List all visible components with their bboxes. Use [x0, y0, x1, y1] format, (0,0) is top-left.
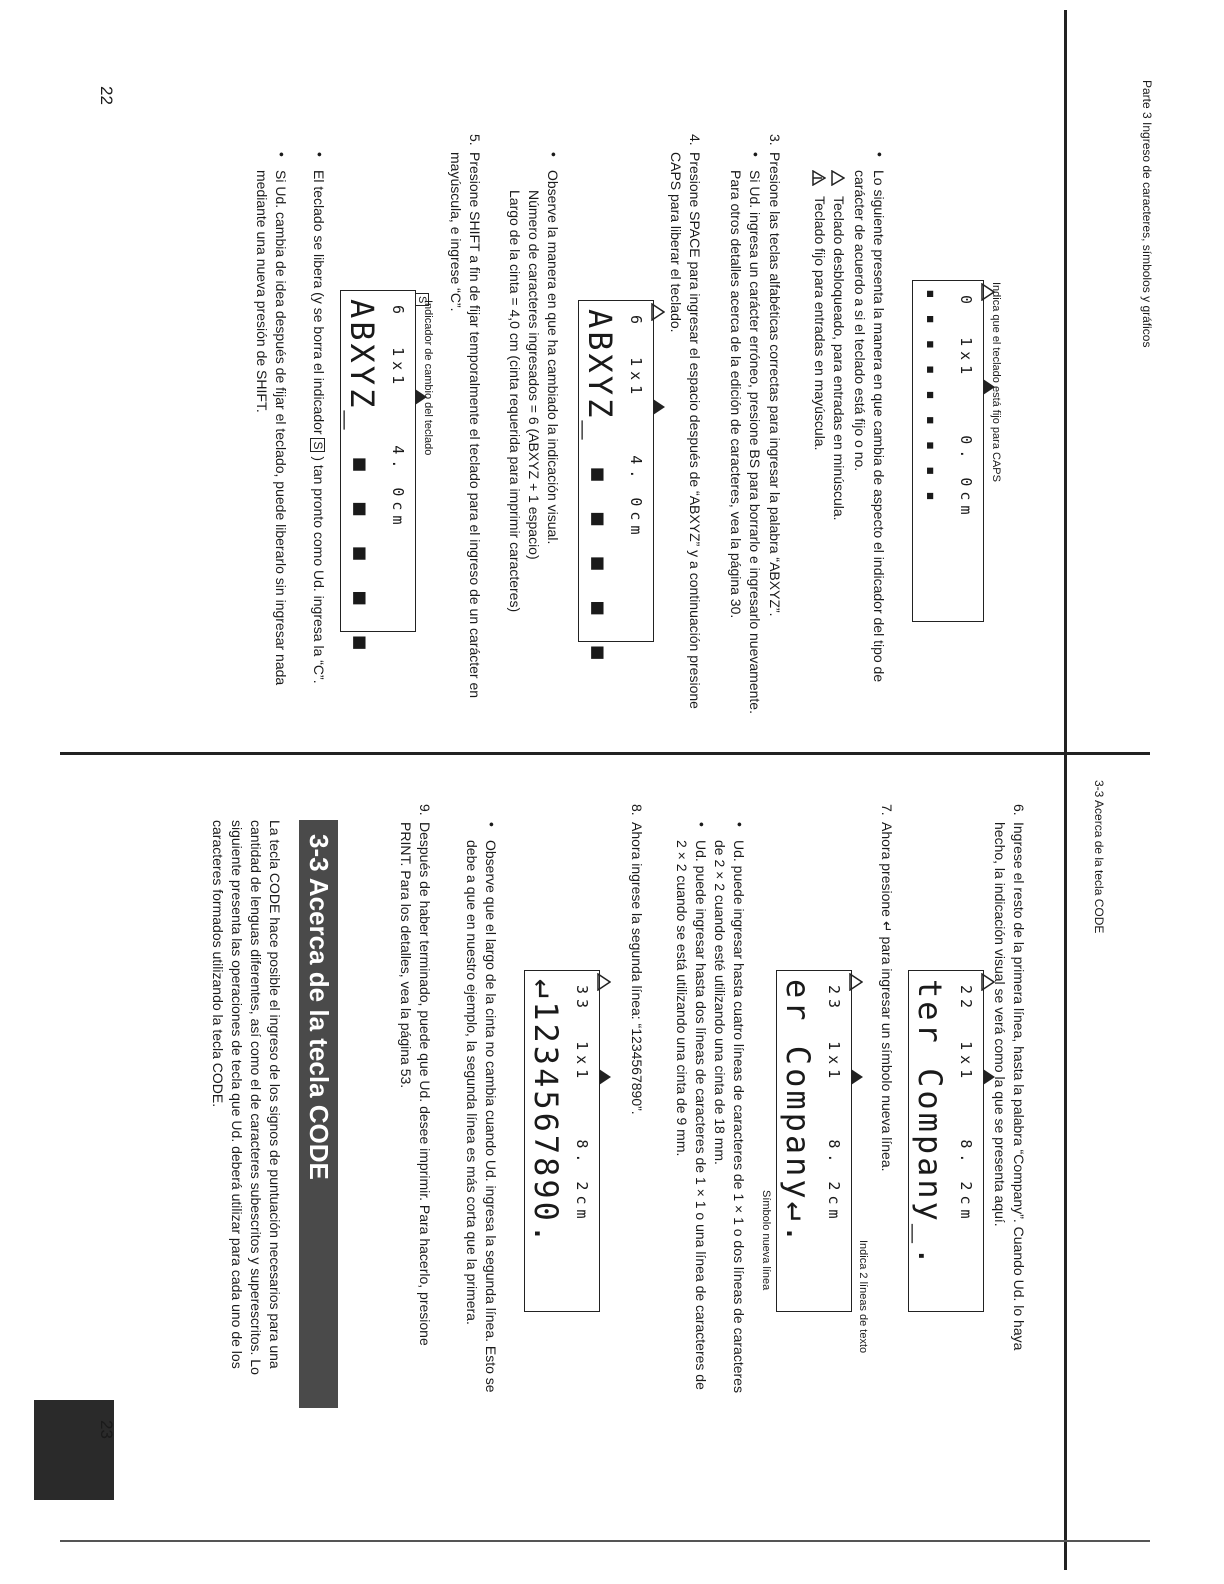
two-lines-note: Indica 2 líneas de texto	[857, 1240, 869, 1354]
cursor-marker-icon	[983, 379, 995, 395]
step-4-number: 4.	[687, 134, 703, 146]
step-3: Presione las teclas alfabéticas correctas para ingresar la palabra “ABXYZ”.	[767, 152, 783, 617]
observe-count: Número de caracteres ingresados = 6 (ABXYZ + 1 espacio)	[526, 190, 542, 560]
page-23	[0, 770, 1224, 1560]
step-3-number: 3.	[767, 134, 783, 146]
bullet: •	[872, 152, 888, 157]
caps-note: Indica que el teclado está fijo para CAPS	[990, 282, 1002, 482]
lines-bullet-2: Ud. puede ingresar hasta dos líneas de caracteres de 1 × 1 o una línea de caracteres de 2 × 2 cuando se está utilizando una cinta de 9 mm.	[674, 840, 709, 1390]
unlocked-indicator-icon	[977, 973, 996, 991]
legend-unlocked: Teclado desbloqueado, para entradas en minúscula.	[831, 196, 847, 521]
step-8-number: 8.	[629, 804, 645, 816]
lcd-display-company	[908, 970, 984, 1312]
step-8: Ahora ingrese la segunda línea: “1234567890”.	[629, 822, 645, 1115]
step-5: Presione SHIFT a fin de fijar temporalmente el teclado para el ingreso de un carácter en mayúscula, e ingrese “C”.	[448, 152, 483, 699]
step-6: Ingrese el resto de la primera línea, hasta la palabra “Company”. Cuando Ud. lo haya hecho, la indicación visual se verá como la que se presenta aquí.	[992, 822, 1027, 1351]
change-paragraph: Si Ud. cambia de idea después de fijar el teclado, puede liberarlo sin ingresar nada mediante una nueva presión de SHIFT.	[254, 170, 289, 686]
lines-bullet-1: Ud. puede ingresar hasta cuatro líneas de caracteres de 1 × 1 o dos líneas de caracteres de 2 × 2 cuando esté utilizando una cinta de 18 mm.	[712, 840, 747, 1393]
unlocked-triangle-icon	[826, 170, 845, 186]
release-text-b: ) tan pronto como Ud. ingresa la “C”.	[311, 456, 327, 684]
shift-note: Indicador de cambio del teclado	[422, 300, 434, 456]
bullet: •	[748, 152, 764, 157]
caps-triangle-icon	[977, 283, 996, 301]
step-6-number: 6.	[1011, 804, 1027, 816]
locked-triangle-icon	[807, 170, 826, 186]
lcd-status-line: 23 1x1 8. 2cm	[825, 985, 843, 1224]
lcd-display-second-line	[524, 970, 600, 1312]
lcd-text-line: ABXYZ_ ▪ ▪ ▪ ▪ ▪	[581, 309, 619, 666]
lcd-display-caps	[912, 280, 984, 622]
observe2-paragraph: Observe que el largo de la cinta no cambia cuando Ud. ingresa la segunda línea. Esto se debe a que en nuestro ejemplo, la segunda línea es más corta que la primera.	[464, 840, 499, 1393]
observe-length: Largo de la cinta = 4,0 cm (cinta requerida para imprimir caracteres)	[507, 190, 523, 613]
release-text-a: El teclado se libera (y se borra el indicador	[311, 170, 327, 435]
lcd-text-line: er Company↵.	[779, 979, 817, 1247]
step-4: Presione SPACE para ingresar el espacio después de “ABXYZ” y a continuación presione CAPS para liberar el teclado.	[668, 152, 703, 709]
code-paragraph: La tecla CODE hace posible el ingreso de los signos de puntuación necesarios para una cantidad de lenguas diferentes, así como el de caracteres subescritos y superescritos. Lo siguiente presenta las operaciones de tecla que Ud. deberá utilizar para cada uno de los caracteres formados utilizando la tecla CODE.	[210, 820, 283, 1375]
cursor-marker-icon	[415, 389, 427, 405]
bullet: •	[312, 152, 328, 157]
shift-indicator-label: S	[415, 293, 429, 306]
step-7-number: 7.	[879, 804, 895, 816]
lcd-status-line: 6 1x1 4. 0cm	[627, 315, 645, 540]
step-7: Ahora presione ↵ para ingresar un símbolo nueva línea.	[879, 822, 895, 1172]
lcd-text-line: ▪ ▪ ▪ ▪ ▪ ▪ ▪ ▪ ▪	[922, 289, 941, 504]
step-9-number: 9.	[417, 804, 433, 816]
newline-note: Símbolo nueva línea	[760, 1190, 772, 1291]
lcd-display-newline	[776, 970, 852, 1312]
bullet: •	[274, 152, 290, 157]
page-header: 3-3 Acerca de la tecla CODE	[1092, 780, 1106, 934]
release-paragraph	[309, 170, 328, 730]
cursor-marker-icon	[653, 399, 665, 415]
bullet: •	[694, 822, 710, 827]
section-heading: 3-3 Acerca de la tecla CODE	[299, 820, 338, 1408]
bullet: •	[732, 822, 748, 827]
unlocked-indicator-icon	[593, 973, 612, 991]
lcd-text-line: ↵1234567890.	[527, 979, 565, 1247]
step-3-bullet: Si Ud. ingresa un carácter erróneo, presione BS para borrarlo e ingresarlo nuevamente. Para otros detalles acerca de la edición de caracteres, vea la página 30.	[728, 170, 763, 714]
observe-paragraph: Observe la manera en que ha cambiado la indicación visual.	[545, 170, 561, 545]
bullet: •	[484, 822, 500, 827]
lcd-status-line: 6 1x1 4. 0cm	[389, 305, 407, 530]
s-indicator-label: S	[310, 438, 325, 452]
lcd-text-line: ter Company_.	[911, 979, 949, 1269]
cursor-marker-icon	[851, 1069, 863, 1085]
thumb-tab	[34, 1400, 114, 1500]
step-9: Después de haber terminado, puede que Ud. desee imprimir. Para hacerlo, presione PRINT. Para los detalles, vea la página 53.	[398, 822, 433, 1346]
lcd-status-line: 33 1x1 8. 2cm	[573, 985, 591, 1224]
intro-paragraph: Lo siguiente presenta la manera en que cambia de aspecto el indicador del tipo de carácter de acuerdo a si el teclado está fijo o no.	[852, 170, 887, 683]
step-5-number: 5.	[467, 134, 483, 146]
lcd-text-line: ABXYZ_ ▪ ▪ ▪ ▪ ▪	[343, 299, 381, 656]
bullet: •	[546, 152, 562, 157]
legend-locked: Teclado fijo para entradas en mayúscula.	[812, 196, 828, 451]
page-22	[0, 0, 1224, 750]
cursor-marker-icon	[983, 1069, 995, 1085]
lcd-display-abxyz	[578, 300, 654, 666]
page-header: Parte 3 Ingreso de caracteres, símbolos y gráficos	[1140, 80, 1154, 348]
unlocked-indicator-icon	[845, 973, 864, 991]
page-number: 23	[97, 1420, 116, 1439]
lcd-status-line: 0 1x1 0. 0cm	[957, 295, 975, 520]
lcd-status-line: 22 1x1 8. 2cm	[957, 985, 975, 1224]
unlocked-indicator-icon	[647, 303, 666, 321]
page-number: 22	[97, 86, 116, 105]
cursor-marker-icon	[599, 1069, 611, 1085]
